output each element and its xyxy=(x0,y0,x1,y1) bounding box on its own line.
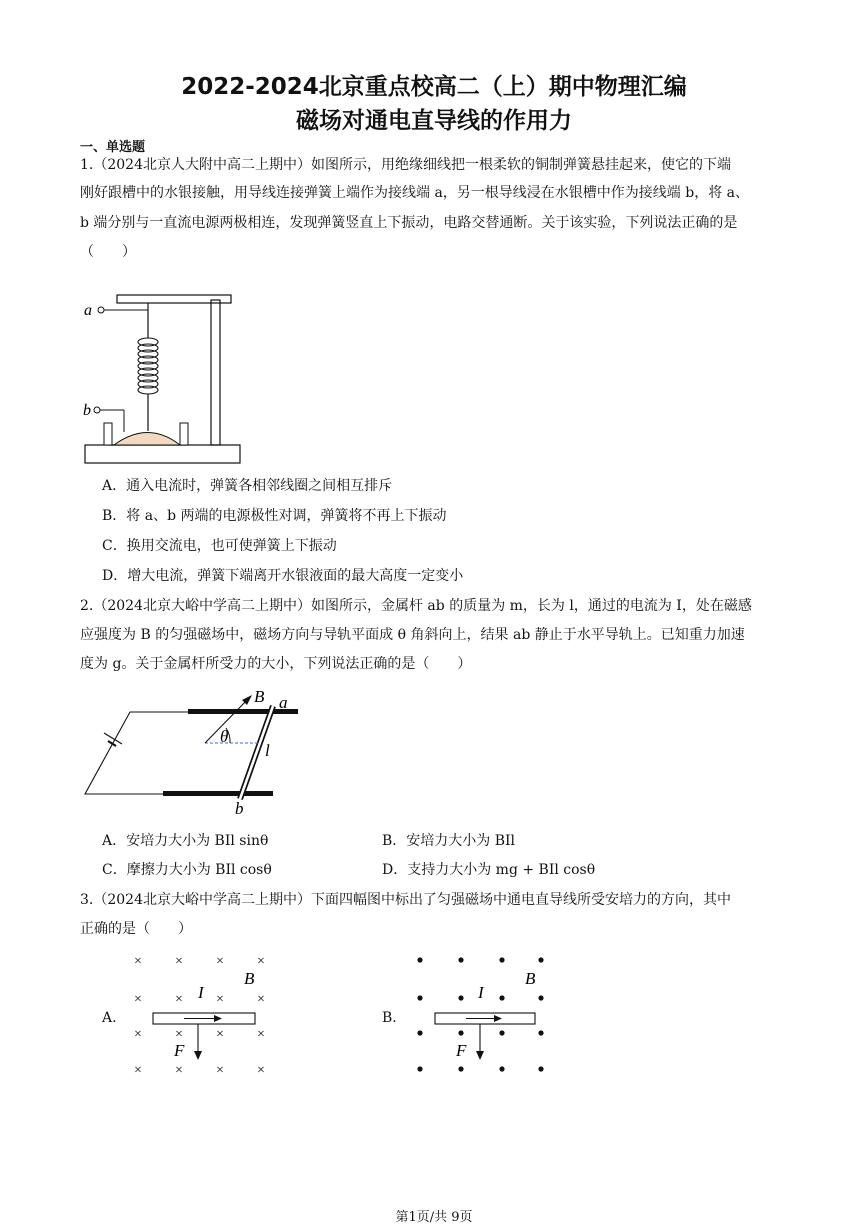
q3-stem-line-2: 正确的是（ ） xyxy=(80,921,192,937)
field-mark: × xyxy=(216,1063,224,1078)
q2-option-a: A．安培力大小为 BIl sinθ xyxy=(102,833,269,849)
q2-stem-line-1: 2.（2024北京大峪中学高二上期中）如图所示，金属杆 ab 的质量为 m，长为 l，通过的电流为 I，处在磁感 xyxy=(80,598,752,614)
field-mark: × xyxy=(134,954,142,969)
field-mark: × xyxy=(257,992,265,1007)
label-I: I xyxy=(198,983,204,1002)
field-mark: × xyxy=(134,992,142,1007)
label-b: b xyxy=(235,799,244,818)
label-B: B xyxy=(254,687,265,706)
label-b: b xyxy=(83,402,91,419)
q1-stem-line-1: 1.（2024北京人大附中高二上期中）如图所示，用绝缘细线把一根柔软的铜制弹簧悬挂起来，使它的下端 xyxy=(80,157,731,173)
q2-option-b: B．安培力大小为 BIl xyxy=(382,833,516,849)
field-mark: × xyxy=(257,1027,265,1042)
field-mark: × xyxy=(175,1063,183,1078)
label-B: B xyxy=(244,969,255,988)
q2-option-c: C．摩擦力大小为 BIl cosθ xyxy=(102,862,272,878)
q1-stem-line-4: （ ） xyxy=(80,244,136,260)
q3-figure-b xyxy=(408,950,558,1080)
q1-stem-line-2: 刚好跟槽中的水银接触，用导线连接弹簧上端作为接线端 a，另一根导线浸在水银槽中作为接线端 b，将 a、 xyxy=(80,185,750,201)
page-number: 第1页/共 9页 xyxy=(395,1210,473,1225)
q1-option-d: D．增大电流，弹簧下端离开水银液面的最大高度一定变小 xyxy=(102,568,464,584)
page-subtitle: 磁场对通电直导线的作用力 xyxy=(296,108,572,134)
q3-fig-b-label: B. xyxy=(382,1010,397,1026)
section-heading: 一、单选题 xyxy=(80,140,146,155)
label-a: a xyxy=(84,302,92,319)
label-a: a xyxy=(279,693,288,712)
q1-option-b: B．将 a、b 两端的电源极性对调，弹簧将不再上下振动 xyxy=(102,508,447,524)
label-I: I xyxy=(478,983,484,1002)
q3-fig-a-label: A. xyxy=(102,1010,117,1026)
q1-option-c: C．换用交流电，也可使弹簧上下振动 xyxy=(102,538,337,554)
q1-stem-line-3: b 端分别与一直流电源两极相连，发现弹簧竖直上下振动，电路交替通断。关于该实验，下列说法正确的是 xyxy=(80,215,738,231)
q1-option-a: A．通入电流时，弹簧各相邻线圈之间相互排斥 xyxy=(102,478,393,494)
q2-stem-line-3: 度为 g。关于金属杆所受力的大小，下列说法正确的是（ ） xyxy=(80,656,472,672)
field-mark: × xyxy=(134,1027,142,1042)
q2-rail-figure xyxy=(80,686,310,818)
field-mark: × xyxy=(175,954,183,969)
q3-stem-line-1: 3.（2024北京大峪中学高二上期中）下面四幅图中标出了匀强磁场中通电直导线所受安培力的方向，其中 xyxy=(80,892,731,908)
label-theta: θ xyxy=(220,727,229,746)
q3-figure-a xyxy=(126,950,276,1080)
label-l: l xyxy=(265,741,270,760)
q2-option-d: D．支持力大小为 mg + BIl cosθ xyxy=(382,862,596,878)
field-mark: × xyxy=(134,1063,142,1078)
q2-stem-line-2: 应强度为 B 的匀强磁场中，磁场方向与导轨平面成 θ 角斜向上，结果 ab 静止于水平导轨上。已知重力加速 xyxy=(80,627,745,643)
label-F: F xyxy=(456,1041,467,1060)
field-mark: × xyxy=(175,1027,183,1042)
field-mark: × xyxy=(257,954,265,969)
q1-spring-figure xyxy=(80,270,250,470)
field-mark: × xyxy=(257,1063,265,1078)
field-mark: × xyxy=(216,954,224,969)
field-mark: × xyxy=(216,1027,224,1042)
field-mark: × xyxy=(216,992,224,1007)
label-B: B xyxy=(525,969,536,988)
field-mark: × xyxy=(175,992,183,1007)
label-F: F xyxy=(174,1041,185,1060)
page-title: 2022-2024北京重点校高二（上）期中物理汇编 xyxy=(181,74,687,100)
